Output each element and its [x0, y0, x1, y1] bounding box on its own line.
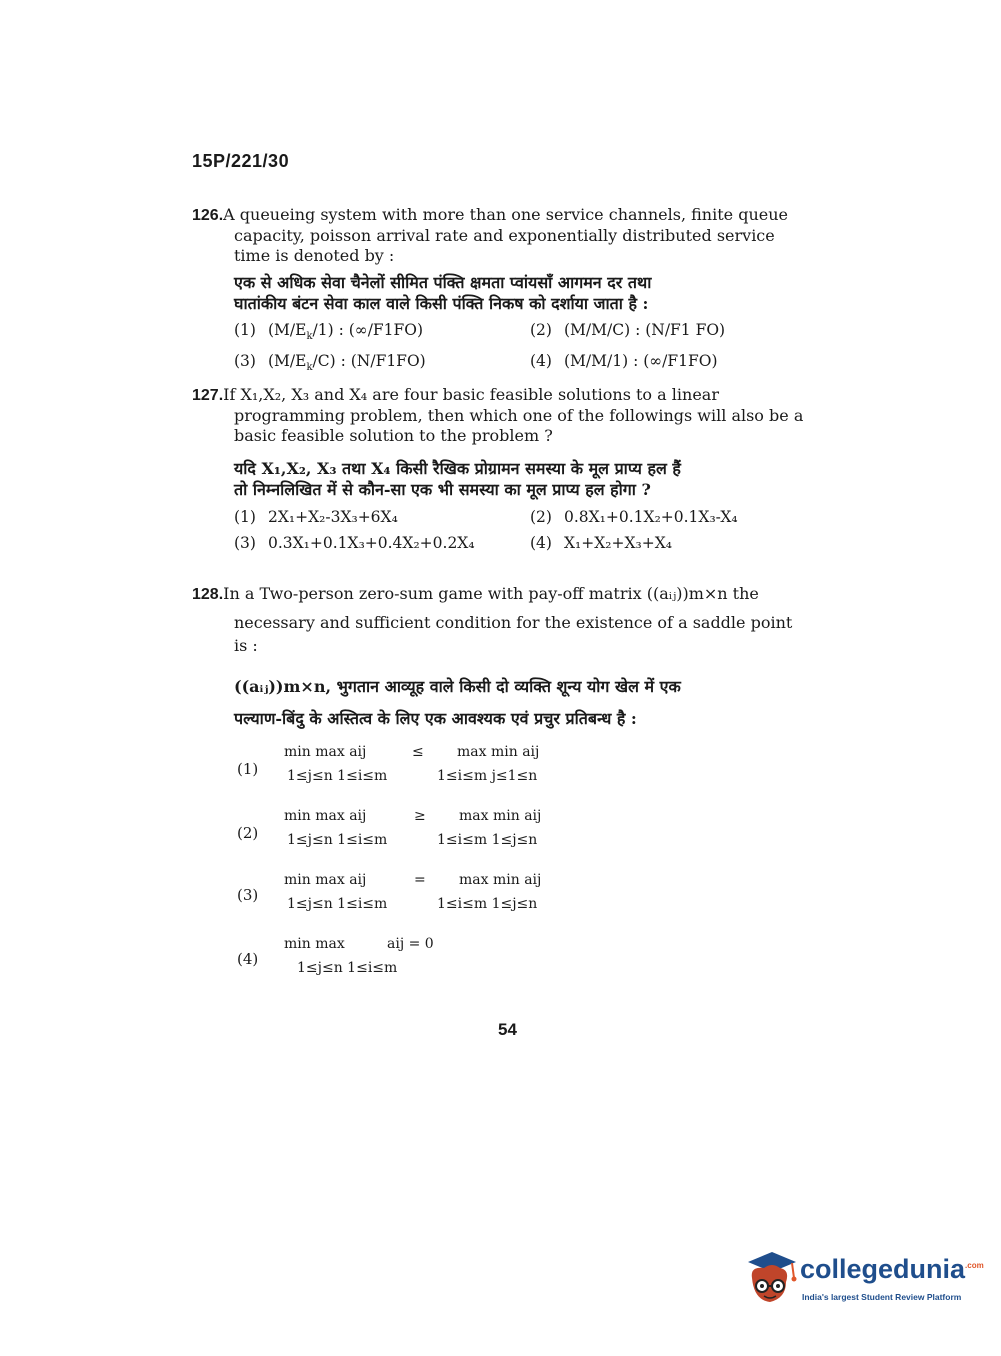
minmax-options — [237, 742, 637, 992]
minmax-left: min max aij — [284, 744, 367, 760]
option-3 — [234, 349, 530, 380]
question-text-line: basic feasible solution to the problem ? — [234, 426, 553, 445]
option-number: (1) — [234, 321, 256, 339]
option-number: (1) — [237, 760, 259, 778]
mascot-icon — [742, 1248, 798, 1314]
hindi-line: ((aᵢⱼ))m×n, भुगतान आव्यूह वाले किसी दो व्यक्ति शून्य योग खेल में एक — [234, 677, 681, 696]
option-subscript: k — [306, 331, 313, 343]
option-number: (2) — [237, 824, 259, 842]
option-2 — [237, 806, 637, 856]
minmax-left: min max aij — [284, 808, 367, 824]
relation-operator: ≥ — [414, 808, 426, 824]
hindi-line: पल्याण-बिंदु के अस्तित्व के लिए एक आवश्यक एवं प्रचुर प्रतिबन्ध है : — [234, 709, 637, 728]
relation-operator: ≤ — [412, 744, 424, 760]
question-text-line: If X₁,X₂, X₃ and X₄ are four basic feasible solutions to a linear — [223, 385, 719, 404]
question-text-line: programming problem, then which one of the followings will also be a — [234, 406, 804, 425]
option-4 — [237, 934, 637, 984]
hindi-translation — [192, 272, 820, 314]
option-2 — [530, 318, 830, 349]
question-text-line: A queueing system with more than one service channels, finite queue — [223, 205, 788, 224]
option-number: (4) — [237, 950, 259, 968]
option-number: (2) — [530, 508, 552, 526]
option-text: (M/M/1) : (∞/F1FO) — [564, 352, 718, 371]
option-number: (4) — [530, 352, 552, 371]
question-text-line: necessary and sufficient condition for the existence of a saddle point — [234, 613, 793, 632]
question-text-line: In a Two-person zero-sum game with pay-off matrix ((aᵢⱼ))m×n the — [223, 584, 759, 603]
option-number: (3) — [237, 886, 259, 904]
hindi-line: एक से अधिक सेवा चैनेलों सीमित पंक्ति क्षमता प्वांयसाँ आगमन दर तथा — [234, 273, 652, 292]
hindi-translation — [192, 458, 820, 500]
minmax-left: min max — [284, 936, 345, 952]
question-number: 128. — [192, 586, 224, 603]
question-text-line: time is denoted by : — [234, 246, 395, 265]
option-1 — [234, 318, 530, 349]
index-range-left: 1≤j≤n 1≤i≤m — [287, 896, 388, 912]
option-number: (3) — [234, 352, 256, 371]
option-1 — [237, 742, 637, 792]
hindi-line: घातांकीय बंटन सेवा काल वाले किसी पंक्ति निकष को दर्शाया जाता है : — [234, 294, 649, 313]
index-range-right: 1≤i≤m 1≤j≤n — [437, 896, 538, 912]
option-2 — [530, 504, 830, 530]
minmax-right: max min aij — [459, 808, 542, 824]
minmax-right: max min aij — [459, 872, 542, 888]
index-range-left: 1≤j≤n 1≤i≤m — [287, 832, 388, 848]
relation-operator: = — [414, 872, 426, 888]
option-4 — [530, 349, 830, 380]
options-grid — [192, 318, 820, 380]
brand-suffix: .com — [965, 1261, 984, 1270]
question-text-line: is : — [234, 636, 258, 655]
brand-tagline: India's largest Student Review Platform — [802, 1292, 962, 1302]
index-range-left: 1≤j≤n 1≤i≤m — [297, 960, 398, 976]
question-number: 127. — [192, 387, 224, 404]
index-range-left: 1≤j≤n 1≤i≤m — [287, 768, 388, 784]
question-128 — [192, 580, 820, 735]
option-text: 0.3X₁+0.1X₃+0.4X₂+0.2X₄ — [268, 534, 475, 552]
collegedunia-watermark — [742, 1248, 984, 1318]
hindi-line: यदि X₁,X₂, X₃ तथा X₄ किसी रैखिक प्रोग्रामन समस्या के मूल प्राप्य हल हैं — [234, 459, 681, 478]
relation-operator: aij = 0 — [387, 936, 434, 952]
question-number: 126. — [192, 207, 224, 224]
option-text: 2X₁+X₂-3X₃+6X₄ — [268, 508, 398, 526]
option-number: (3) — [234, 534, 256, 552]
brand-text: collegedunia — [800, 1254, 966, 1284]
option-text: (M/E — [268, 352, 307, 371]
option-3 — [234, 530, 530, 556]
option-text: 0.8X₁+0.1X₂+0.1X₃-X₄ — [564, 508, 738, 526]
option-subscript: k — [306, 362, 313, 374]
option-number: (1) — [234, 508, 256, 526]
option-number: (4) — [530, 534, 552, 552]
option-1 — [234, 504, 530, 530]
page-number: 54 — [498, 1020, 517, 1039]
question-text-line: capacity, poisson arrival rate and exponentially distributed service — [234, 226, 775, 245]
option-4 — [530, 530, 830, 556]
minmax-right: max min aij — [457, 744, 540, 760]
question-127 — [192, 385, 820, 556]
option-text: /1) : (∞/F1FO) — [312, 321, 424, 339]
option-text: /C) : (N/F1FO) — [312, 352, 426, 371]
option-number: (2) — [530, 321, 552, 339]
hindi-translation — [192, 671, 820, 735]
option-text: (M/M/C) : (N/F1 FO) — [564, 321, 726, 339]
option-text: X₁+X₂+X₃+X₄ — [564, 534, 672, 552]
question-126 — [192, 205, 820, 380]
index-range-right: 1≤i≤m 1≤j≤n — [437, 832, 538, 848]
index-range-right: 1≤i≤m j≤1≤n — [437, 768, 538, 784]
minmax-left: min max aij — [284, 872, 367, 888]
option-text: (M/E — [268, 321, 307, 339]
option-3 — [237, 870, 637, 920]
paper-code: 15P/221/30 — [192, 151, 290, 171]
options-grid — [192, 504, 820, 556]
brand-name — [800, 1254, 984, 1285]
hindi-line: तो निम्नलिखित में से कौन-सा एक भी समस्या का मूल प्राप्य हल होगा ? — [234, 480, 651, 499]
